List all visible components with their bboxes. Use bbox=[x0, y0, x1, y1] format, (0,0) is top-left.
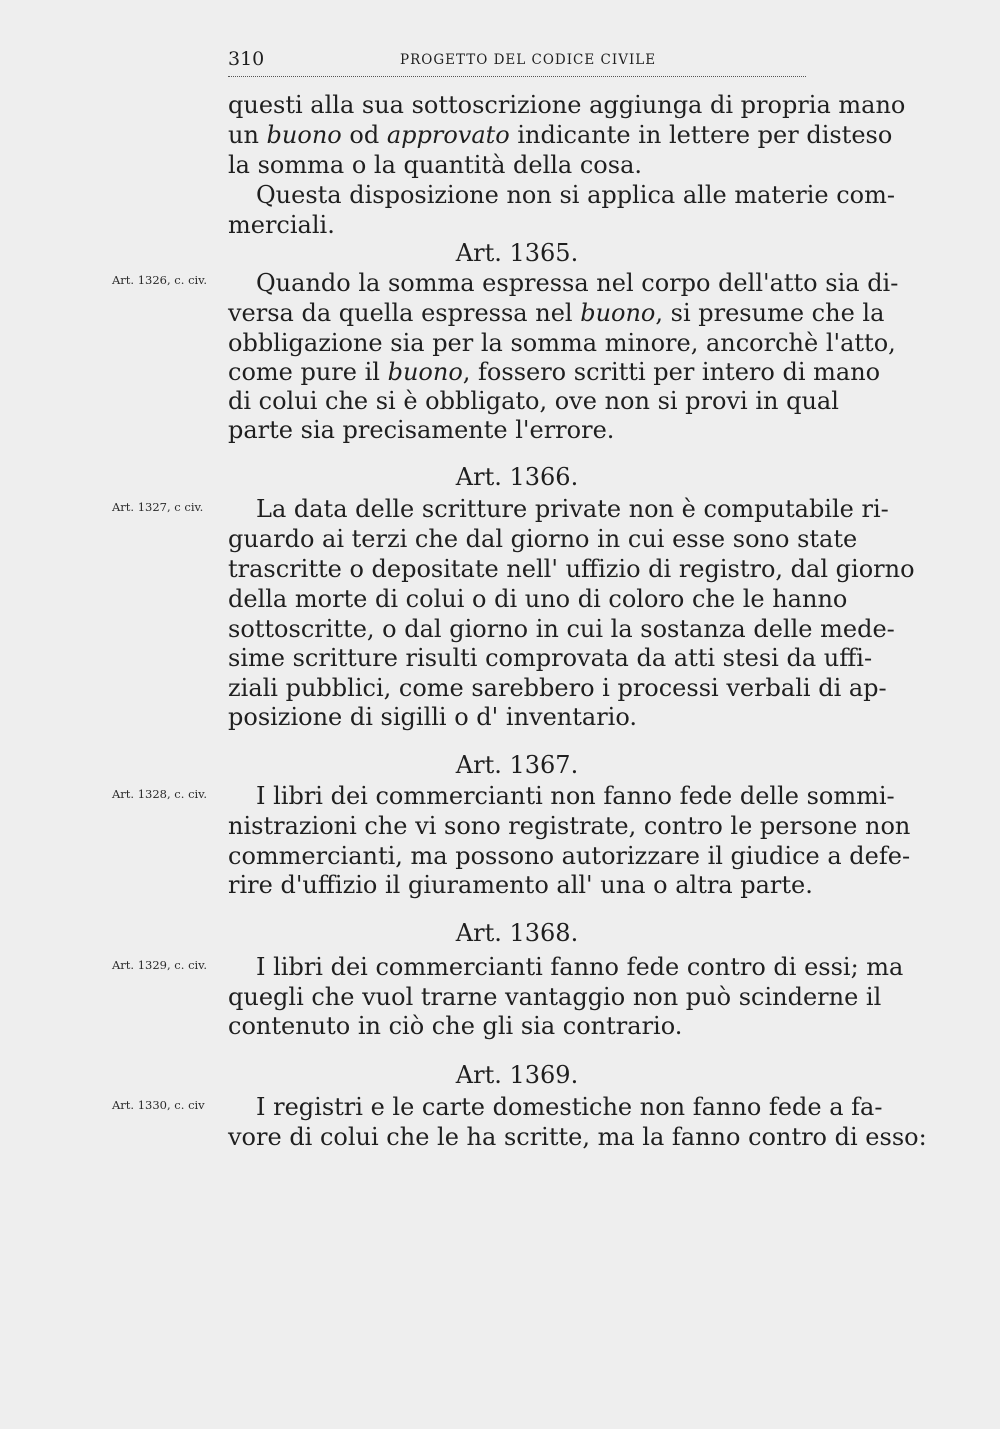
text-line: trascritte o depositate nell' uffizio di registro, dal giorno bbox=[228, 555, 915, 583]
article-heading: Art. 1366. bbox=[455, 463, 579, 491]
text-line: I libri dei commercianti fanno fede contro di essi; ma bbox=[256, 953, 904, 981]
text-line: nistrazioni che vi sono registrate, contro le persone non bbox=[228, 812, 911, 840]
margin-note: Art. 1328, c. civ. bbox=[112, 787, 207, 801]
text-line: quegli che vuol trarne vantaggio non può scinderne il bbox=[228, 983, 882, 1011]
text-line: merciali. bbox=[228, 211, 335, 239]
text-line: commercianti, ma possono autorizzare il giudice a defe- bbox=[228, 842, 911, 870]
text-line: guardo ai terzi che dal giorno in cui esse sono state bbox=[228, 525, 858, 553]
text-line: della morte di colui o di uno di coloro che le hanno bbox=[228, 585, 848, 613]
text-line: I registri e le carte domestiche non fanno fede a fa- bbox=[256, 1093, 883, 1121]
text-line: vore di colui che le ha scritte, ma la fanno contro di esso: bbox=[228, 1123, 927, 1151]
text-line: Quando la somma espressa nel corpo dell'atto sia di- bbox=[256, 269, 899, 297]
text-line: La data delle scritture private non è computabile ri- bbox=[256, 495, 889, 523]
text-line: contenuto in ciò che gli sia contrario. bbox=[228, 1012, 683, 1040]
article-heading: Art. 1368. bbox=[455, 919, 579, 947]
text-line: ziali pubblici, come sarebbero i processi verbali di ap- bbox=[228, 674, 887, 702]
article-heading: Art. 1367. bbox=[455, 751, 579, 779]
text-line: un buono od approvato indicante in lettere per disteso bbox=[228, 121, 893, 149]
text-line: I libri dei commercianti non fanno fede delle sommi- bbox=[256, 782, 895, 810]
text-line: la somma o la quantità della cosa. bbox=[228, 151, 643, 179]
margin-note: Art. 1330, c. civ bbox=[112, 1098, 205, 1112]
text-line: sottoscritte, o dal giorno in cui la sostanza delle mede- bbox=[228, 615, 895, 643]
page-header bbox=[228, 48, 806, 77]
article-heading: Art. 1369. bbox=[455, 1061, 579, 1089]
margin-note: Art. 1329, c. civ. bbox=[112, 958, 207, 972]
text-line: Questa disposizione non si applica alle materie com- bbox=[256, 181, 895, 209]
running-title: PROGETTO DEL CODICE CIVILE bbox=[400, 52, 657, 68]
margin-note: Art. 1326, c. civ. bbox=[112, 273, 207, 287]
text-line: posizione di sigilli o d' inventario. bbox=[228, 703, 637, 731]
margin-note: Art. 1327, c civ. bbox=[112, 500, 204, 514]
text-line: come pure il buono, fossero scritti per intero di mano bbox=[228, 358, 881, 386]
text-line: sime scritture risulti comprovata da atti stesi da uffi- bbox=[228, 644, 873, 672]
text-line: rire d'uffizio il giuramento all' una o altra parte. bbox=[228, 871, 813, 899]
text-line: versa da quella espressa nel buono, si presume che la bbox=[228, 299, 885, 327]
page-number: 310 bbox=[228, 48, 265, 70]
text-line: obbligazione sia per la somma minore, ancorchè l'atto, bbox=[228, 329, 896, 357]
article-heading: Art. 1365. bbox=[455, 239, 579, 267]
text-line: di colui che si è obbligato, ove non si provi in qual bbox=[228, 387, 839, 415]
text-line: questi alla sua sottoscrizione aggiunga di propria mano bbox=[228, 91, 906, 119]
text-line: parte sia precisamente l'errore. bbox=[228, 416, 615, 444]
